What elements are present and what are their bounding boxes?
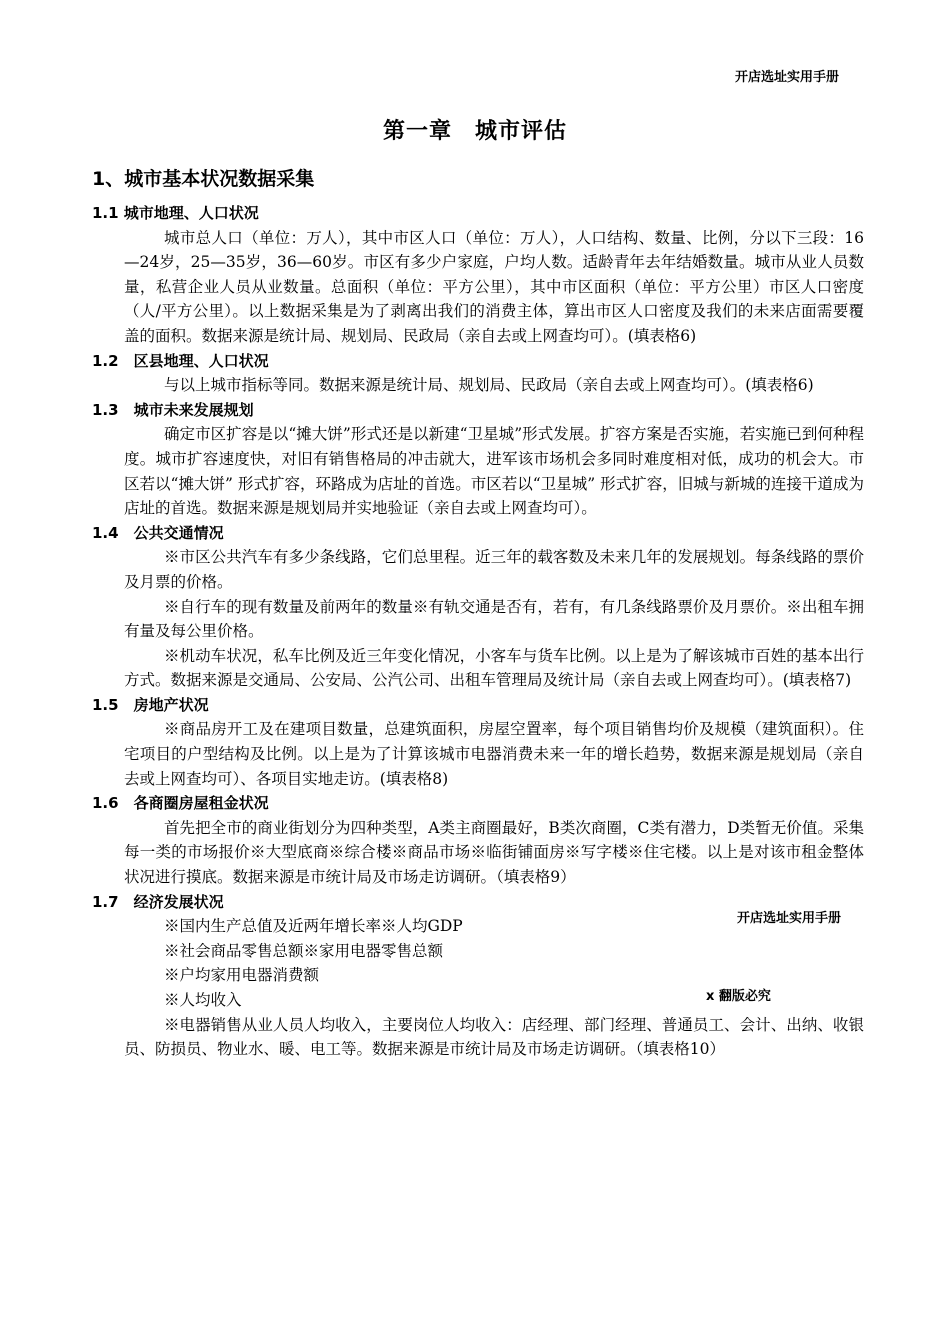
paragraph: 与以上城市指标等同。数据来源是统计局、规划局、民政局（亲自去或上网查均可）。(填表格6) <box>164 376 814 395</box>
paragraph: ※商品房开工及在建项目数量，总建筑面积，房屋空置率，每个项目销售均价及规模（建筑面积）。住宅项目的户型结构及比例。以上是为了计算该城市电器消费未来一年的增长趋势，数据来源是规划局（亲自去或上网查均可）、各项目实地走访。(填表格8) <box>124 720 864 788</box>
paragraph: 确定市区扩容是以“摊大饼”形式还是以新建“卫星城”形式发展。扩容方案是否实施，若实施已到何种程度。城市扩容速度快，对旧有销售格局的冲击就大，进军该市场机会多同时难度相对低，成功的机会大。市区若以“摊大饼” 形式扩容，环路成为店址的首选。市区若以“卫星城” 形式扩容，旧城与新城的连接干道成为店址的首选。数据来源是规划局并实地验证（亲自去或上网查均可）。 <box>124 425 864 518</box>
subsection-title: 1.5 房地产状况 <box>92 695 209 714</box>
subsection-title: 1.7 经济发展状况 <box>92 892 224 911</box>
paragraph: ※户均家用电器消费额 <box>164 966 320 985</box>
copyright-notice: x 翻版必究 <box>700 981 800 1015</box>
paragraph: ※人均收入 <box>164 991 242 1009</box>
chapter-title: 第一章 城市评估 <box>382 119 567 144</box>
paragraph: ※社会商品零售总额※家用电器零售总额 <box>164 941 444 960</box>
paragraph: ※市区公共汽车有多少条线路，它们总里程。近三年的载客数及未来几年的发展规划。每条线路的票价及月票的价格。 <box>124 548 864 591</box>
page-header: 开店选址实用手册 <box>735 70 840 85</box>
subsection-title: 1.1 城市地理、人口状况 <box>92 204 259 222</box>
overlay-page-header: 开店选址实用手册 <box>735 907 843 926</box>
paragraph: 城市总人口（单位：万人），其中市区人口（单位：万人），人口结构、数量、比例，分以下三段：16—24岁，25—35岁，36—60岁。市区有多少户家庭，户均人数。适龄青年去年结婚数量。城市从业人员数量，私营企业人员从业数量。总面积（单位：平方公里），其中市区面积（单位：平方公里）市区人口密度（人/平方公里）。以上数据采集是为了剥离出我们的消费主体，算出市区人口密度及我们的未来店面需要覆盖的面积。数据来源是统计局、规划局、民政局（亲自去或上网查均可）。(填表格6) <box>124 228 864 345</box>
paragraph: ※电器销售从业人员人均收入，主要岗位人均收入：店经理、部门经理、普通员工、会计、出纳、收银员、防损员、物业水、暖、电工等。数据来源是市统计局及市场走访调研。（填表格10） <box>124 1015 864 1059</box>
paragraph: ※国内生产总值及近两年增长率※人均GDP <box>164 917 463 936</box>
paragraph: ※自行车的现有数量及前两年的数量※有轨交通是否有，若有，有几条线路票价及月票价。※出租车拥有量及每公里价格。 <box>124 597 864 641</box>
paragraph: ※机动车状况，私车比例及近三年变化情况，小客车与货车比例。以上是为了解该城市百姓的基本出行方式。数据来源是交通局、公安局、公汽公司、出租车管理局及统计局（亲自去或上网查均可）。(填表格7) <box>124 646 864 690</box>
subsection-title: 1.6 各商圈房屋租金状况 <box>92 794 269 813</box>
subsection-title: 1.2 区县地理、人口状况 <box>92 351 269 370</box>
subsection-title: 1.4 公共交通情况 <box>92 523 224 542</box>
document-body <box>92 201 864 1062</box>
subsection-title: 1.3 城市未来发展规划 <box>92 400 254 419</box>
section-title: 1、城市基本状况数据采集 <box>92 168 315 190</box>
paragraph: 首先把全市的商业街划分为四种类型，A类主商圈最好，B类次商圈，C类有潜力，D类暂无价值。采集每一类的市场报价※大型底商※综合楼※商品市场※临街铺面房※写字楼※住宅楼。以上是对该市租金整体状况进行摸底。数据来源是市统计局及市场走访调研。（填表格9） <box>124 818 864 887</box>
